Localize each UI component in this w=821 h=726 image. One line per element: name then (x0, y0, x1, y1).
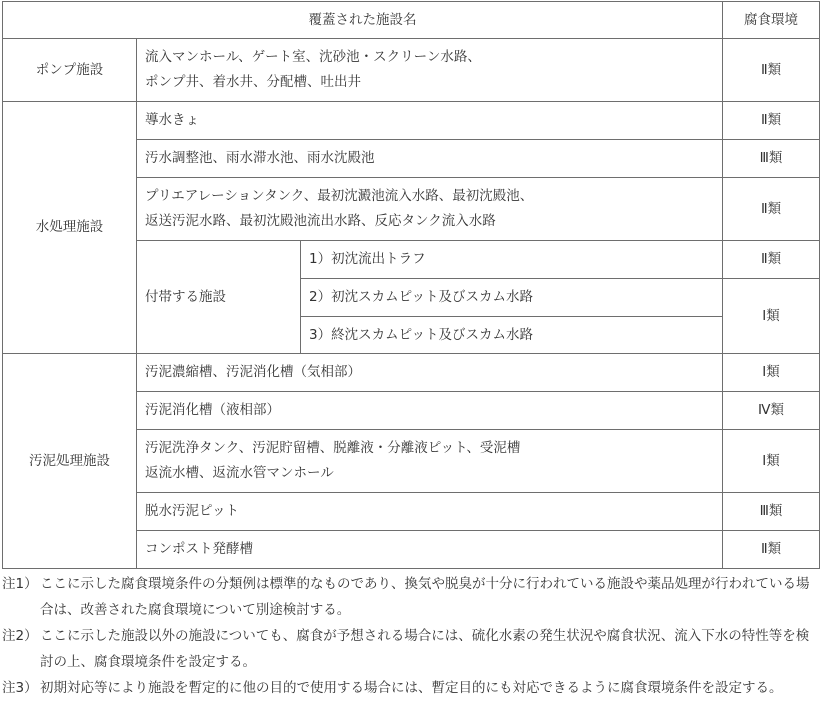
environment-class: Ⅲ類 (723, 493, 820, 531)
facility-name: 導水きょ (137, 102, 723, 140)
note-label: 注3） (2, 680, 38, 696)
environment-class: Ⅲ類 (723, 140, 820, 178)
header-environment: 腐食環境 (723, 2, 820, 39)
note-item (2, 571, 819, 623)
facility-names-cell (137, 430, 723, 493)
facility-name-line: 返送汚泥水路、最初沈殿池流出水路、反応タンク流入水路 (145, 213, 496, 229)
environment-class: Ⅰ類 (723, 279, 820, 354)
facility-names-cell (137, 178, 723, 241)
environment-class: Ⅱ類 (723, 178, 820, 241)
table-row (3, 102, 820, 140)
table-row (3, 39, 820, 102)
header-facility-name: 覆蓋された施設名 (3, 2, 723, 39)
attached-facility-item: 1）初沈流出トラフ (301, 241, 723, 279)
environment-class: Ⅳ類 (723, 392, 820, 430)
category-water-treatment: 水処理施設 (3, 102, 137, 354)
environment-class: Ⅱ類 (723, 241, 820, 279)
facility-name-line: 汚泥洗浄タンク、汚泥貯留槽、脱離液・分離液ピット、受泥槽 (145, 440, 521, 456)
table-header-row (3, 2, 820, 39)
facility-names-cell (137, 39, 723, 102)
environment-class: Ⅰ類 (723, 430, 820, 493)
category-sludge-treatment: 汚泥処理施設 (3, 354, 137, 569)
facility-name-line: プリエアレーションタンク、最初沈澱池流入水路、最初沈殿池、 (145, 188, 534, 204)
note-text: ここに示した腐食環境条件の分類例は標準的なものであり、換気や脱臭が十分に行われている施設や薬品処理が行われている場合は、改善された腐食環境について別途検討する。 (40, 576, 810, 618)
notes-section (2, 571, 819, 701)
facility-name: 汚泥消化槽（液相部） (137, 392, 723, 430)
environment-class: Ⅱ類 (723, 39, 820, 102)
facility-name: 脱水汚泥ピット (137, 493, 723, 531)
facility-name: 汚水調整池、雨水滞水池、雨水沈殿池 (137, 140, 723, 178)
note-text: ここに示した施設以外の施設についても、腐食が予想される場合には、硫化水素の発生状況や腐食状況、流入下水の特性等を検討の上、腐食環境条件を設定する。 (40, 628, 810, 670)
attached-facility-item: 2）初沈スカムピット及びスカム水路 (301, 279, 723, 317)
attached-facility-label: 付帯する施設 (137, 241, 301, 354)
note-label: 注1） (2, 576, 38, 592)
facility-name-line: 返流水槽、返流水管マンホール (145, 465, 334, 481)
attached-facility-item: 3）終沈スカムピット及びスカム水路 (301, 317, 723, 354)
corrosion-environment-table (2, 1, 820, 569)
note-item (2, 675, 819, 701)
facility-name: コンポスト発酵槽 (137, 531, 723, 569)
facility-name-line: 流入マンホール、ゲート室、沈砂池・スクリーン水路、 (145, 49, 481, 65)
environment-class: Ⅰ類 (723, 354, 820, 392)
environment-class: Ⅱ類 (723, 102, 820, 140)
note-text: 初期対応等により施設を暫定的に他の目的で使用する場合には、暫定目的にも対応できるように腐食環境条件を設定する。 (40, 680, 783, 696)
environment-class: Ⅱ類 (723, 531, 820, 569)
note-item (2, 623, 819, 675)
table-row (3, 354, 820, 392)
category-pump: ポンプ施設 (3, 39, 137, 102)
note-label: 注2） (2, 628, 38, 644)
facility-name: 汚泥濃縮槽、汚泥消化槽（気相部） (137, 354, 723, 392)
facility-name-line: ポンプ井、着水井、分配槽、吐出井 (145, 74, 361, 90)
